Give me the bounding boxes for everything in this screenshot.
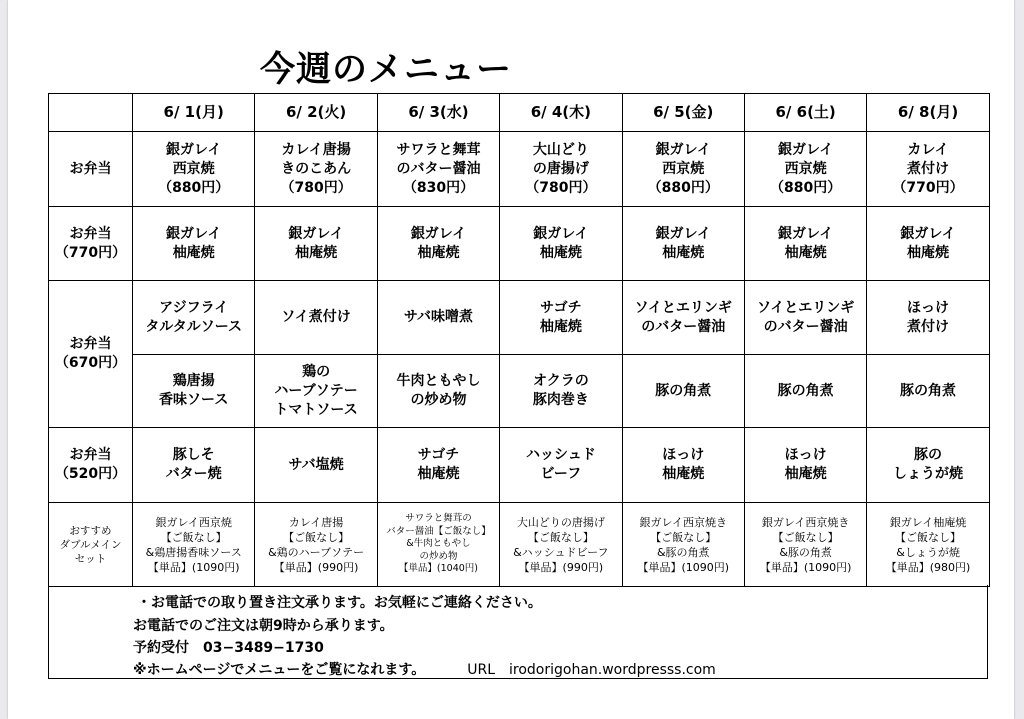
table-row [49, 132, 990, 207]
menu-cell: サワラと舞茸 のバター醤油 （830円） [377, 132, 499, 207]
menu-cell: 銀ガレイ 西京焼 （880円） [622, 132, 744, 207]
menu-cell: 豚の角煮 [867, 355, 989, 428]
date-header-row [49, 94, 990, 132]
note-text: ※ホームページでメニューをご覧になれます。 [133, 662, 426, 678]
menu-cell: サバ塩焼 [255, 428, 377, 503]
menu-cell: 豚の角煮 [744, 355, 866, 428]
note-line: 予約受付 03−3489−1730 [133, 640, 324, 656]
menu-cell: 銀ガレイ 柚庵焼 [133, 207, 255, 281]
menu-cell: ソイとエリンギ のバター醤油 [622, 281, 744, 355]
menu-cell: 牛肉ともやし の炒め物 [377, 355, 499, 428]
menu-cell: 豚の しょうが焼 [867, 428, 989, 503]
menu-cell: ほっけ 柚庵焼 [744, 428, 866, 503]
menu-cell: カレイ 煮付け （770円） [867, 132, 989, 207]
date-header: 6/ 8(月) [867, 94, 989, 132]
menu-cell: 銀ガレイ 柚庵焼 [500, 207, 622, 281]
date-header: 6/ 4(木) [500, 94, 622, 132]
date-header: 6/ 3(水) [377, 94, 499, 132]
menu-cell: 大山どり の唐揚げ （780円） [500, 132, 622, 207]
set-cell: 銀ガレイ西京焼き 【ご飯なし】 &豚の角煮 【単品】(1090円) [744, 503, 866, 587]
note-line: お電話でのご注文は朝9時から承ります。 [133, 618, 394, 634]
menu-cell: サゴチ 柚庵焼 [377, 428, 499, 503]
table-row [49, 281, 990, 355]
set-cell: 銀ガレイ柚庵焼 【ご飯なし】 &しょうが焼 【単品】(980円) [867, 503, 989, 587]
date-header: 6/ 2(火) [255, 94, 377, 132]
set-cell: 銀ガレイ西京焼き 【ご飯なし】 &豚の角煮 【単品】(1090円) [622, 503, 744, 587]
page-title: 今週のメニュー [260, 50, 513, 90]
row-label: お弁当 [49, 132, 133, 207]
menu-cell: ソイとエリンギ のバター醤油 [744, 281, 866, 355]
menu-cell: 鶏の ハーブソテー トマトソース [255, 355, 377, 428]
set-cell: 大山どりの唐揚げ 【ご飯なし】 &ハッシュドビーフ 【単品】(990円) [500, 503, 622, 587]
note-line: ・お電話での取り置き注文承ります。お気軽にご連絡ください。 [137, 595, 542, 611]
menu-cell: ハッシュド ビーフ [500, 428, 622, 503]
menu-cell: 銀ガレイ 西京焼 （880円） [133, 132, 255, 207]
row-label: お弁当 （670円） [49, 281, 133, 428]
menu-cell: ほっけ 柚庵焼 [622, 428, 744, 503]
menu-table [48, 93, 990, 587]
row-label: お弁当 （770円） [49, 207, 133, 281]
menu-cell: ソイ煮付け [255, 281, 377, 355]
menu-cell: アジフライ タルタルソース [133, 281, 255, 355]
set-cell: 銀ガレイ西京焼 【ご飯なし】 &鶏唐揚香味ソース 【単品】(1090円) [133, 503, 255, 587]
table-row [49, 355, 990, 428]
note-line [133, 659, 716, 679]
menu-cell: 銀ガレイ 柚庵焼 [377, 207, 499, 281]
date-header: 6/ 5(金) [622, 94, 744, 132]
table-row [49, 428, 990, 503]
website-url: URL irodorigohan.wordpresss.com [467, 662, 716, 678]
menu-cell: サゴチ 柚庵焼 [500, 281, 622, 355]
date-header: 6/ 6(土) [744, 94, 866, 132]
row-label: おすすめ ダブルメイン セット [49, 503, 133, 587]
menu-cell: 銀ガレイ 柚庵焼 [867, 207, 989, 281]
menu-cell: 鶏唐揚 香味ソース [133, 355, 255, 428]
menu-cell: 銀ガレイ 柚庵焼 [255, 207, 377, 281]
menu-cell: 銀ガレイ 柚庵焼 [622, 207, 744, 281]
table-row [49, 503, 990, 587]
menu-cell: 豚しそ バター焼 [133, 428, 255, 503]
menu-cell: サバ味噌煮 [377, 281, 499, 355]
menu-cell: カレイ唐揚 きのこあん （780円） [255, 132, 377, 207]
menu-sheet [8, 0, 1014, 719]
row-label: お弁当 （520円） [49, 428, 133, 503]
menu-cell: 銀ガレイ 柚庵焼 [744, 207, 866, 281]
menu-cell: 銀ガレイ 西京焼 （880円） [744, 132, 866, 207]
menu-cell: 豚の角煮 [622, 355, 744, 428]
set-cell: サワラと舞茸の バター醤油【ご飯なし】 &牛肉ともやし の炒め物 【単品】(1040円) [377, 503, 499, 587]
menu-cell: オクラの 豚肉巻き [500, 355, 622, 428]
corner-cell [49, 94, 133, 132]
table-row [49, 207, 990, 281]
date-header: 6/ 1(月) [133, 94, 255, 132]
menu-cell: ほっけ 煮付け [867, 281, 989, 355]
notes-box [48, 585, 988, 679]
set-cell: カレイ唐揚 【ご飯なし】 &鶏のハーブソテー 【単品】(990円) [255, 503, 377, 587]
